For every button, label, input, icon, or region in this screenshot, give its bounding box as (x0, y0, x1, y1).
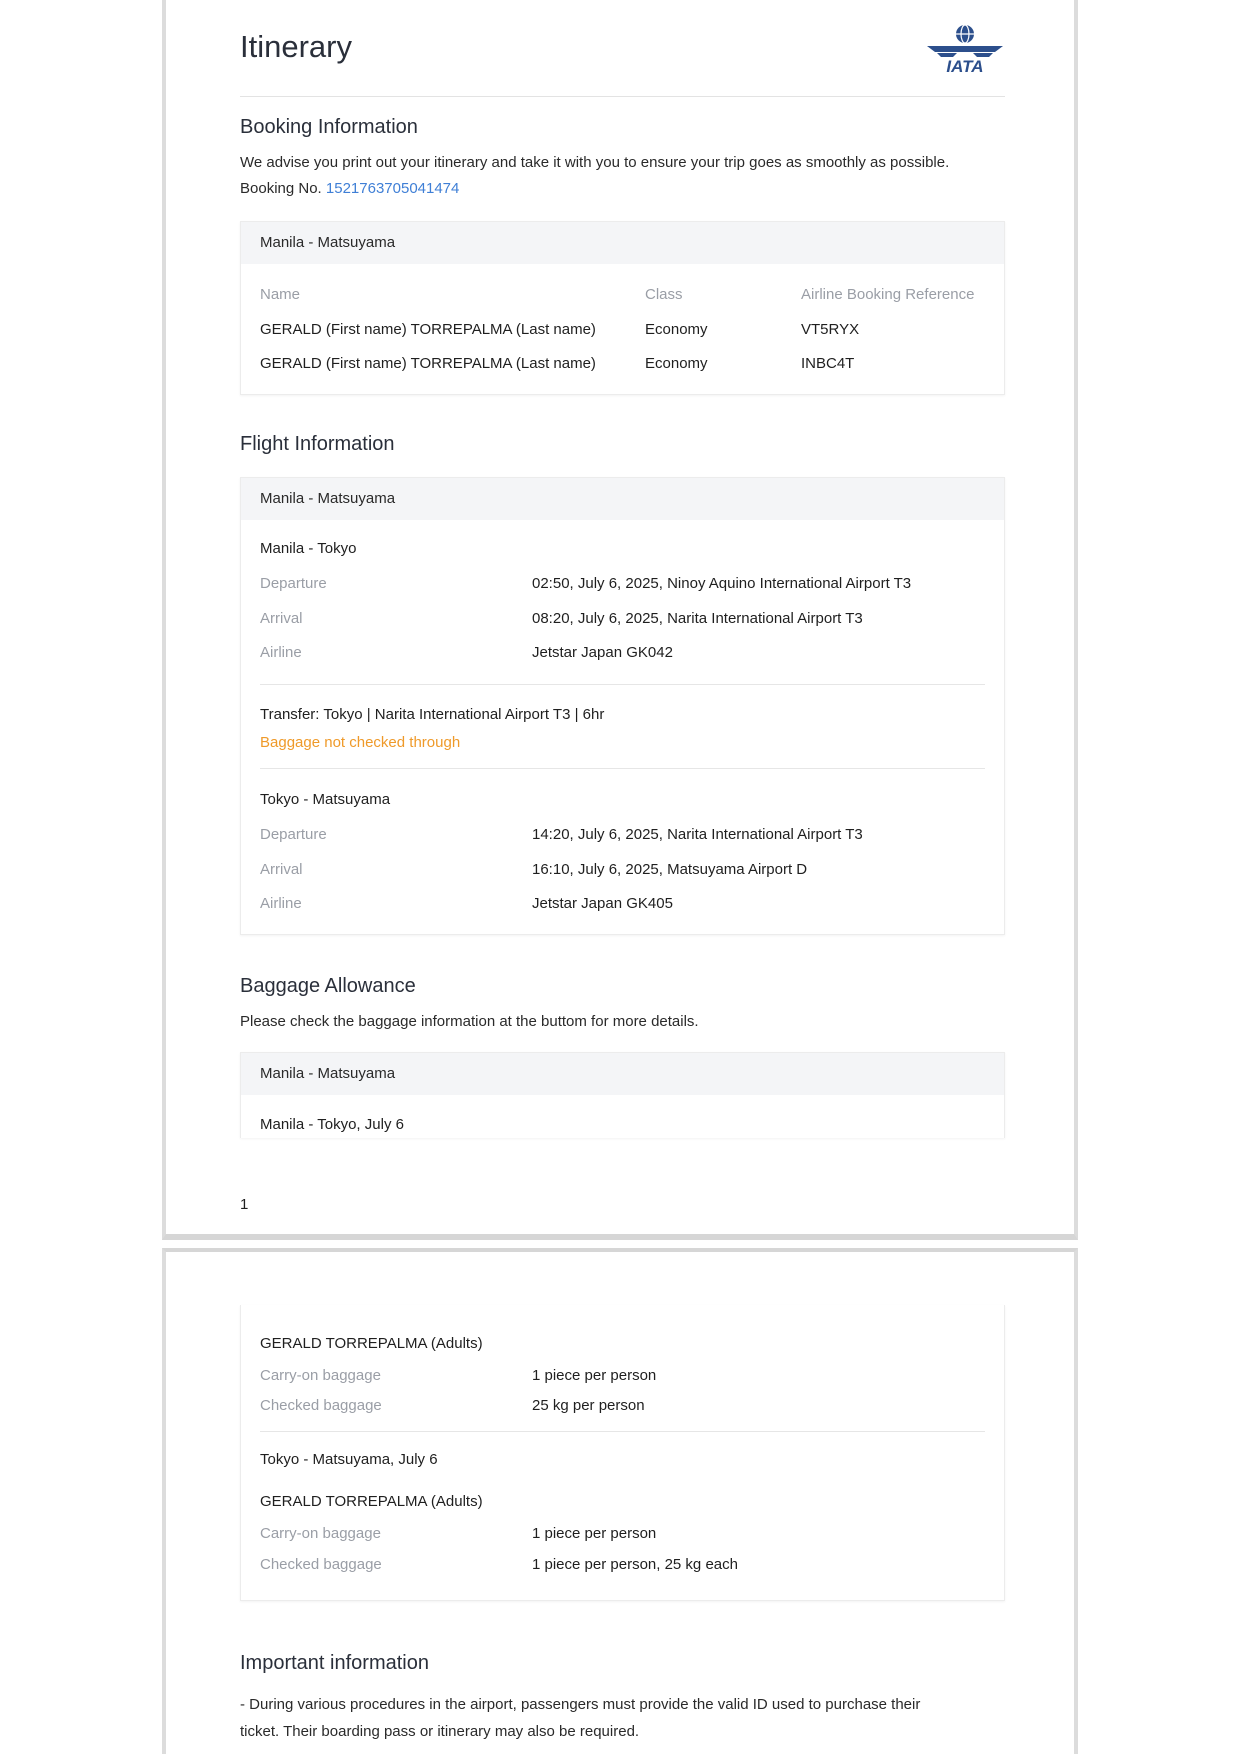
passenger-reference: INBC4T (801, 355, 855, 372)
baggage-divider (260, 1431, 985, 1432)
column-header-name: Name (260, 286, 301, 303)
iata-logo (925, 22, 1005, 74)
passenger-name: GERALD (First name) TORREPALMA (Last name) (260, 355, 596, 372)
page-header (240, 0, 1005, 97)
document-page-2 (162, 1248, 1078, 1754)
carry-on-label: Carry-on baggage (260, 1525, 381, 1542)
segment-route: Manila - Tokyo (260, 540, 357, 557)
transfer-info: Transfer: Tokyo | Narita International Airport T3 | 6hr (260, 706, 605, 723)
departure-value: 14:20, July 6, 2025, Narita International Airport T3 (532, 826, 863, 843)
column-header-reference: Airline Booking Reference (801, 286, 975, 303)
baggage-leg-title: Tokyo - Matsuyama, July 6 (260, 1451, 438, 1468)
flight-card (240, 477, 1005, 935)
segment-divider (260, 684, 985, 685)
booking-number-link[interactable]: 1521763705041474 (325, 180, 460, 197)
checked-label: Checked baggage (260, 1556, 382, 1573)
arrival-value: 16:10, July 6, 2025, Matsuyama Airport D (532, 861, 808, 878)
baggage-passenger: GERALD TORREPALMA (Adults) (260, 1335, 483, 1352)
carry-on-label: Carry-on baggage (260, 1367, 381, 1384)
booking-advice: We advise you print out your itinerary and take it with you to ensure your trip goes as smoothly as possible. (240, 154, 950, 171)
checked-value: 1 piece per person, 25 kg each (532, 1556, 738, 1573)
checked-value: 25 kg per person (532, 1397, 645, 1414)
baggage-passenger: GERALD TORREPALMA (Adults) (260, 1493, 483, 1510)
important-line-2: ticket. Their boarding pass or itinerary may also be required. (240, 1723, 640, 1740)
airline-value: Jetstar Japan GK042 (532, 644, 673, 661)
page-content (240, 0, 1005, 1133)
booking-card-title: Manila - Matsuyama (241, 222, 1004, 264)
baggage-card-title: Manila - Matsuyama (241, 1053, 1004, 1095)
column-header-class: Class (645, 286, 683, 303)
departure-value: 02:50, July 6, 2025, Ninoy Aquino International Airport T3 (532, 575, 912, 592)
booking-number-line (240, 180, 459, 197)
booking-number-label: Booking No. (240, 180, 322, 197)
baggage-section-title: Baggage Allowance (240, 975, 416, 997)
transfer-baggage-warning: Baggage not checked through (260, 734, 461, 751)
page-title: Itinerary (240, 29, 352, 64)
arrival-label: Arrival (260, 610, 303, 627)
baggage-card-continued (240, 1305, 1005, 1601)
booking-section-title: Booking Information (240, 116, 418, 138)
airline-label: Airline (260, 644, 302, 661)
airline-label: Airline (260, 895, 302, 912)
iata-logo-text: IATA (946, 57, 984, 74)
important-line-1: - During various procedures in the airport, passengers must provide the valid ID used to purchase their (240, 1696, 921, 1713)
passenger-class: Economy (645, 355, 708, 372)
booking-card (240, 221, 1005, 395)
baggage-card (240, 1052, 1005, 1138)
passenger-class: Economy (645, 321, 708, 338)
flight-card-title: Manila - Matsuyama (241, 478, 1004, 520)
passenger-name: GERALD (First name) TORREPALMA (Last name) (260, 321, 596, 338)
departure-label: Departure (260, 826, 327, 843)
baggage-note: Please check the baggage information at the buttom for more details. (240, 1013, 699, 1030)
segment-divider (260, 768, 985, 769)
flight-section-title: Flight Information (240, 433, 395, 455)
arrival-label: Arrival (260, 861, 303, 878)
carry-on-value: 1 piece per person (532, 1367, 657, 1384)
segment-route: Tokyo - Matsuyama (260, 791, 391, 808)
checked-label: Checked baggage (260, 1397, 382, 1414)
baggage-leg-title: Manila - Tokyo, July 6 (260, 1116, 404, 1133)
arrival-value: 08:20, July 6, 2025, Narita International Airport T3 (532, 610, 863, 627)
departure-label: Departure (260, 575, 327, 592)
document-page-1 (162, 0, 1078, 1240)
page-number: 1 (240, 1196, 249, 1213)
passenger-reference: VT5RYX (801, 321, 860, 338)
carry-on-value: 1 piece per person (532, 1525, 657, 1542)
important-section-title: Important information (240, 1652, 429, 1674)
airline-value: Jetstar Japan GK405 (532, 895, 673, 912)
